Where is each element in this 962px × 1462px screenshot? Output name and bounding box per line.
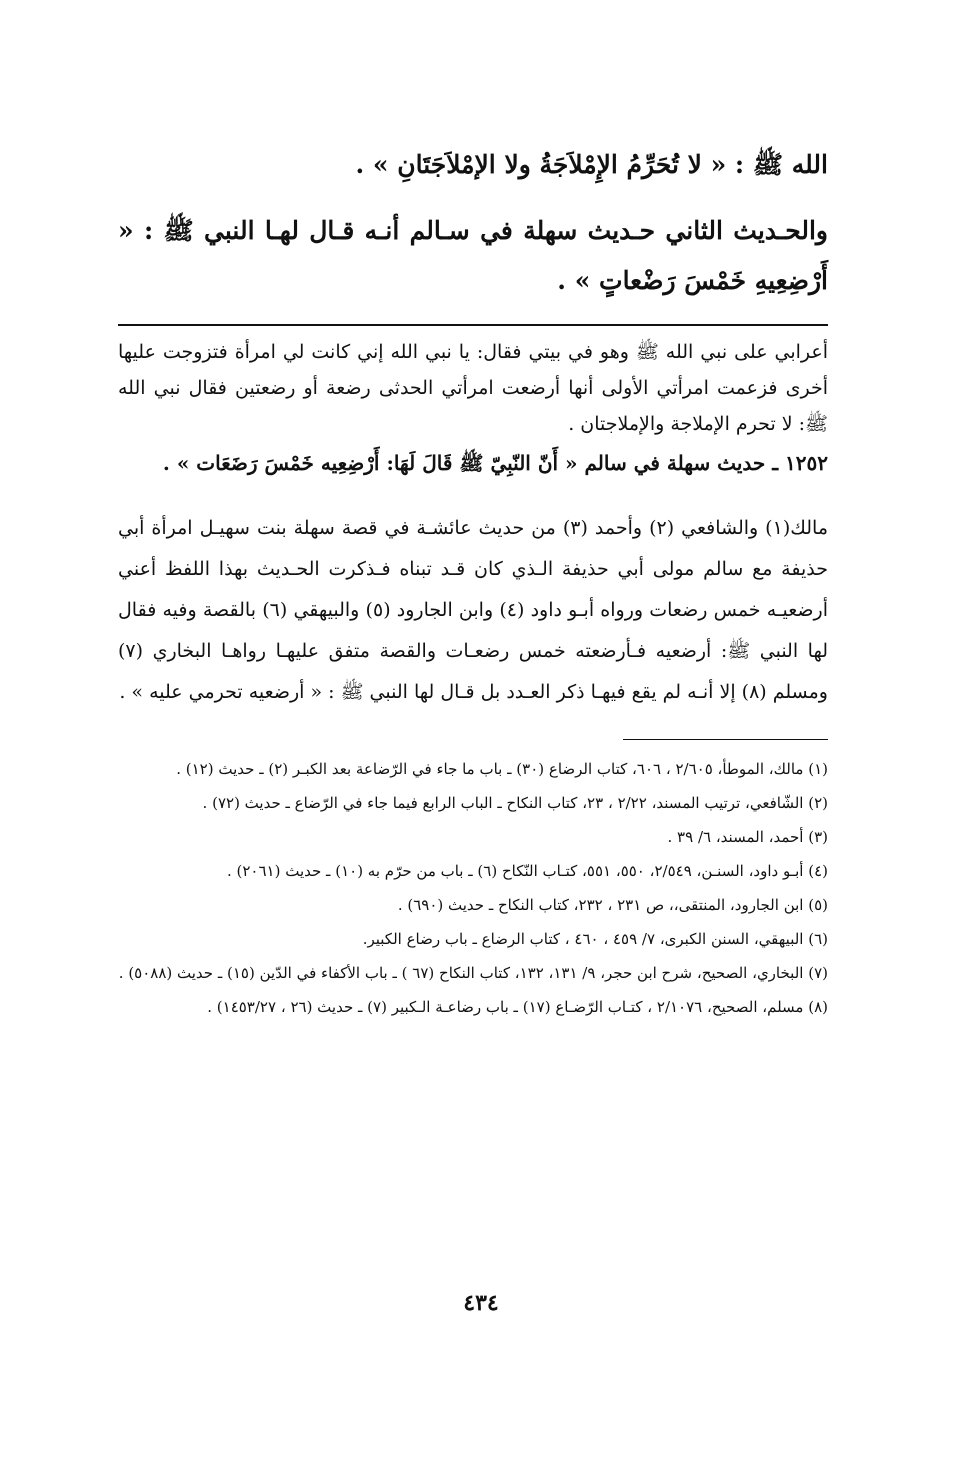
footnote: (١) مالك، الموطأ، ٢/٦٠٥ ، ٦٠٦، كتاب الرضاع (٣٠) ـ باب ما جاء في الرّضاعة بعد الكبـر (٢) ـ حديث (١٢) .	[176, 760, 828, 778]
footnote: (٨) مسلم، الصحيح، ٢/١٠٧٦ ، كتـاب الرّضـاع (١٧) ـ باب رضاعـة الـكبير (٧) ـ حديث (٢٦ ، ١٤٥٣/٢٧) .	[207, 998, 828, 1016]
footnote: (٦) البيهقي، السنن الكبرى، ٧/ ٤٥٩ ، ٤٦٠ ، كتاب الرضاع ـ باب رضاع الكبير.	[362, 930, 828, 948]
section-divider	[118, 324, 828, 326]
footnote: (٤) أبـو داود، السنـن، ٢/٥٤٩، ٥٥٠، ٥٥١، كتـاب النّكاح (٦) ـ باب من حرّم به (١٠) ـ حديث (٢٠٦١) .	[226, 862, 828, 880]
footnote: (٢) الشّافعي، ترتيب المسند، ٢/٢٢ ، ٢٣، كتاب النكاح ـ الباب الرابع فيما جاء في الرّضاع ـ حديث (٧٢) .	[202, 794, 828, 812]
footnote: (٣) أحمد، المسند، ٦/ ٣٩ .	[667, 828, 828, 846]
hadith-heading: ١٢٥٢ ـ حديث سهلة في سالم « أَنّ النّبِيّ ﷺ قَالَ لَهَا: أَرْضِعِيه خَمْسَ رَضَعَات » .	[162, 451, 828, 475]
commentary-paragraph: أعرابي على نبي الله ﷺ وهو في بيتي فقال: يا نبي الله إني كانت لي امرأة فتزوجت عليها أخرى فزعمت امرأتي الأولى أنها أرضعت امرأتي الحدثى رضعة أو رضعتين فقال نبي الله ﷺ: لا تحرم الإملاجة والإملاجتان .	[118, 341, 828, 435]
page-content	[118, 130, 828, 1026]
footnote-divider	[623, 739, 828, 740]
footnotes	[118, 754, 828, 1022]
footnote: (٥) ابن الجارود، المنتقى،، ص ٢٣١ ، ٢٣٢، كتاب النكاح ـ حديث (٦٩٠) .	[397, 896, 828, 914]
takhrij-paragraph: مالك(١) والشافعي (٢) وأحمد (٣) من حديث عائشـة في قصة سهلة بنت سهيـل امرأة أبي حذيفة مع سالم مولى أبي حذيفة الـذي كان قـد تبناه فـذكرت الحـديث بهذا اللفظ أعني أرضعيـه خمس رضعات ورواه أبـو داود (٤) وابن الجارود (٥) والبيهقي (٦) بالقصة وفيه فقال لها النبي ﷺ: أرضعيه فـأرضعته خمس رضعـات والقصة متفق عليهـا رواهـا البخاري (٧) ومسلم (٨) إلا أنـه لم يقع فيهـا ذكر العـدد بل قـال لها النبي ﷺ : « أرضعيه تحرمي عليه » .	[118, 517, 829, 703]
hadith-text-paragraph: والحـديث الثاني حـديث سهلة في سـالم أنـه قـال لهـا النبي ﷺ : « أَرْضِعِيهِ خَمْسَ رَضْعاتٍ » .	[118, 216, 828, 295]
footnote: (٧) البخاري، الصحيح، شرح ابن حجر، ٩/ ١٣١، ١٣٢، كتاب النكاح (٦٧ ) ـ باب الأكفاء في الدّين (١٥) ـ حديث (٥٠٨٨) .	[118, 964, 828, 982]
hadith-text-line: الله ﷺ : « لا تُحَرِّمُ الإِمْلاَجَةُ ولا الإمْلاَجَتَانِ » .	[355, 150, 828, 179]
page-number: ٤٣٤	[463, 1290, 499, 1316]
